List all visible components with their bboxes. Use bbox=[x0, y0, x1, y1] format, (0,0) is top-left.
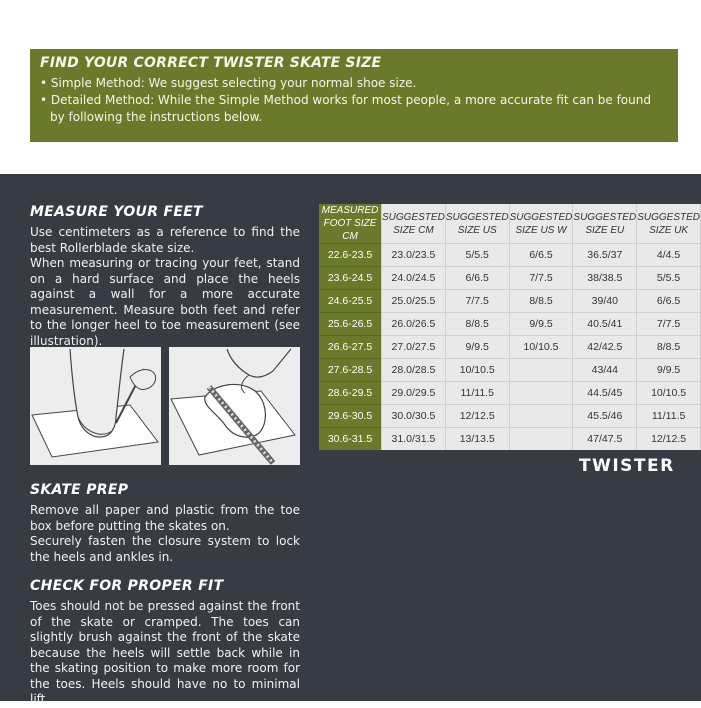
cm-cell: 28.0/28.5 bbox=[382, 359, 446, 382]
cm-cell: 30.0/30.5 bbox=[382, 405, 446, 428]
eu-cell: 40.5/41 bbox=[573, 313, 637, 336]
measured-cell: 24.6-25.5 bbox=[319, 290, 382, 313]
table-row bbox=[319, 359, 701, 382]
fit-paragraph-1: Toes should not be pressed against the front of the skate or cramped. The toes can slightly brush against the front of the skate because the heels will settle back while in the skating position to make more room for the toes. Heels should have no to minimal lift. bbox=[30, 599, 300, 706]
us-cell: 11/11.5 bbox=[445, 382, 509, 405]
measure-title: MEASURE YOUR FEET bbox=[30, 204, 203, 220]
cm-cell: 24.0/24.5 bbox=[382, 267, 446, 290]
measured-cell: 22.6-23.5 bbox=[319, 244, 382, 267]
header-size-eu: SUGGESTED SIZE EU bbox=[573, 204, 637, 244]
twister-logo: TWISTER bbox=[579, 456, 675, 476]
measured-cell: 26.6-27.5 bbox=[319, 336, 382, 359]
cm-cell: 23.0/23.5 bbox=[382, 244, 446, 267]
uk-cell: 10/10.5 bbox=[637, 382, 701, 405]
header-size-us-w: SUGGESTED SIZE US W bbox=[509, 204, 573, 244]
table-row bbox=[319, 405, 701, 428]
eu-cell: 47/47.5 bbox=[573, 428, 637, 451]
uk-cell: 12/12.5 bbox=[637, 428, 701, 451]
uk-cell: 11/11.5 bbox=[637, 405, 701, 428]
detailed-method-text: • Detailed Method: While the Simple Method works for most people, a more accurate fit can be found bbox=[40, 93, 651, 107]
us-cell: 9/9.5 bbox=[445, 336, 509, 359]
prep-paragraph-2: Securely fasten the closure system to lock the heels and ankles in. bbox=[30, 534, 300, 564]
eu-cell: 39/40 bbox=[573, 290, 637, 313]
uk-cell: 7/7.5 bbox=[637, 313, 701, 336]
uk-cell: 5/5.5 bbox=[637, 267, 701, 290]
uk-cell: 9/9.5 bbox=[637, 359, 701, 382]
eu-cell: 36.5/37 bbox=[573, 244, 637, 267]
us-w-cell: 9/9.5 bbox=[509, 313, 573, 336]
us-w-cell bbox=[509, 382, 573, 405]
cm-cell: 25.0/25.5 bbox=[382, 290, 446, 313]
header-size-uk: SUGGESTED SIZE UK bbox=[637, 204, 701, 244]
table-row bbox=[319, 382, 701, 405]
measured-cell: 27.6-28.5 bbox=[319, 359, 382, 382]
cm-cell: 31.0/31.5 bbox=[382, 428, 446, 451]
eu-cell: 42/42.5 bbox=[573, 336, 637, 359]
us-cell: 10/10.5 bbox=[445, 359, 509, 382]
us-w-cell: 10/10.5 bbox=[509, 336, 573, 359]
table-row bbox=[319, 290, 701, 313]
header-size-us: SUGGESTED SIZE US bbox=[445, 204, 509, 244]
measured-cell: 29.6-30.5 bbox=[319, 405, 382, 428]
measure-paragraph-1: Use centimeters as a reference to find the best Rollerblade skate size. bbox=[30, 225, 300, 255]
us-cell: 8/8.5 bbox=[445, 313, 509, 336]
us-cell: 6/6.5 bbox=[445, 267, 509, 290]
us-cell: 12/12.5 bbox=[445, 405, 509, 428]
us-w-cell bbox=[509, 359, 573, 382]
eu-cell: 38/38.5 bbox=[573, 267, 637, 290]
measure-paragraph-2: When measuring or tracing your feet, stand on a hard surface and place the heels against a wall for a more accurate measurement. Measure both feet and refer to the longer heel to toe measurement (see illustration). bbox=[30, 256, 300, 348]
measured-cell: 23.6-24.5 bbox=[319, 267, 382, 290]
table-row bbox=[319, 267, 701, 290]
skate-prep-text bbox=[30, 503, 300, 565]
size-guide-panel bbox=[0, 174, 701, 706]
header-size-cm: SUGGESTED SIZE CM bbox=[382, 204, 446, 244]
foot-measuring-illustration bbox=[169, 347, 300, 465]
size-chart-table bbox=[319, 204, 701, 450]
eu-cell: 43/44 bbox=[573, 359, 637, 382]
eu-cell: 44.5/45 bbox=[573, 382, 637, 405]
uk-cell: 8/8.5 bbox=[637, 336, 701, 359]
cm-cell: 26.0/26.5 bbox=[382, 313, 446, 336]
prep-paragraph-1: Remove all paper and plastic from the toe box before putting the skates on. bbox=[30, 503, 300, 533]
us-w-cell: 8/8.5 bbox=[509, 290, 573, 313]
us-w-cell: 7/7.5 bbox=[509, 267, 573, 290]
size-chart-header bbox=[319, 204, 701, 244]
table-row bbox=[319, 428, 701, 451]
proper-fit-text bbox=[30, 599, 300, 708]
measured-cell: 28.6-29.5 bbox=[319, 382, 382, 405]
us-cell: 13/13.5 bbox=[445, 428, 509, 451]
table-row bbox=[319, 313, 701, 336]
us-w-cell: 6/6.5 bbox=[509, 244, 573, 267]
eu-cell: 45.5/46 bbox=[573, 405, 637, 428]
measured-cell: 25.6-26.5 bbox=[319, 313, 382, 336]
measured-cell: 30.6-31.5 bbox=[319, 428, 382, 451]
instructions-banner bbox=[30, 49, 678, 142]
header-measured-foot-size: MEASURED FOOT SIZE CM bbox=[319, 204, 382, 244]
cm-cell: 27.0/27.5 bbox=[382, 336, 446, 359]
foot-tracing-icon bbox=[30, 347, 161, 465]
us-w-cell bbox=[509, 405, 573, 428]
table-row bbox=[319, 244, 701, 267]
us-cell: 5/5.5 bbox=[445, 244, 509, 267]
uk-cell: 4/4.5 bbox=[637, 244, 701, 267]
ruler-icon bbox=[169, 347, 300, 465]
uk-cell: 6/6.5 bbox=[637, 290, 701, 313]
measure-text bbox=[30, 225, 300, 349]
skate-prep-title: SKATE PREP bbox=[30, 482, 129, 498]
us-w-cell bbox=[509, 428, 573, 451]
foot-tracing-illustration bbox=[30, 347, 161, 465]
us-cell: 7/7.5 bbox=[445, 290, 509, 313]
banner-title: FIND YOUR CORRECT TWISTER SKATE SIZE bbox=[40, 55, 382, 71]
cm-cell: 29.0/29.5 bbox=[382, 382, 446, 405]
proper-fit-title: CHECK FOR PROPER FIT bbox=[30, 578, 224, 594]
simple-method-text: • Simple Method: We suggest selecting your normal shoe size. bbox=[40, 76, 417, 90]
detailed-method-text-cont: by following the instructions below. bbox=[50, 110, 263, 124]
table-row bbox=[319, 336, 701, 359]
